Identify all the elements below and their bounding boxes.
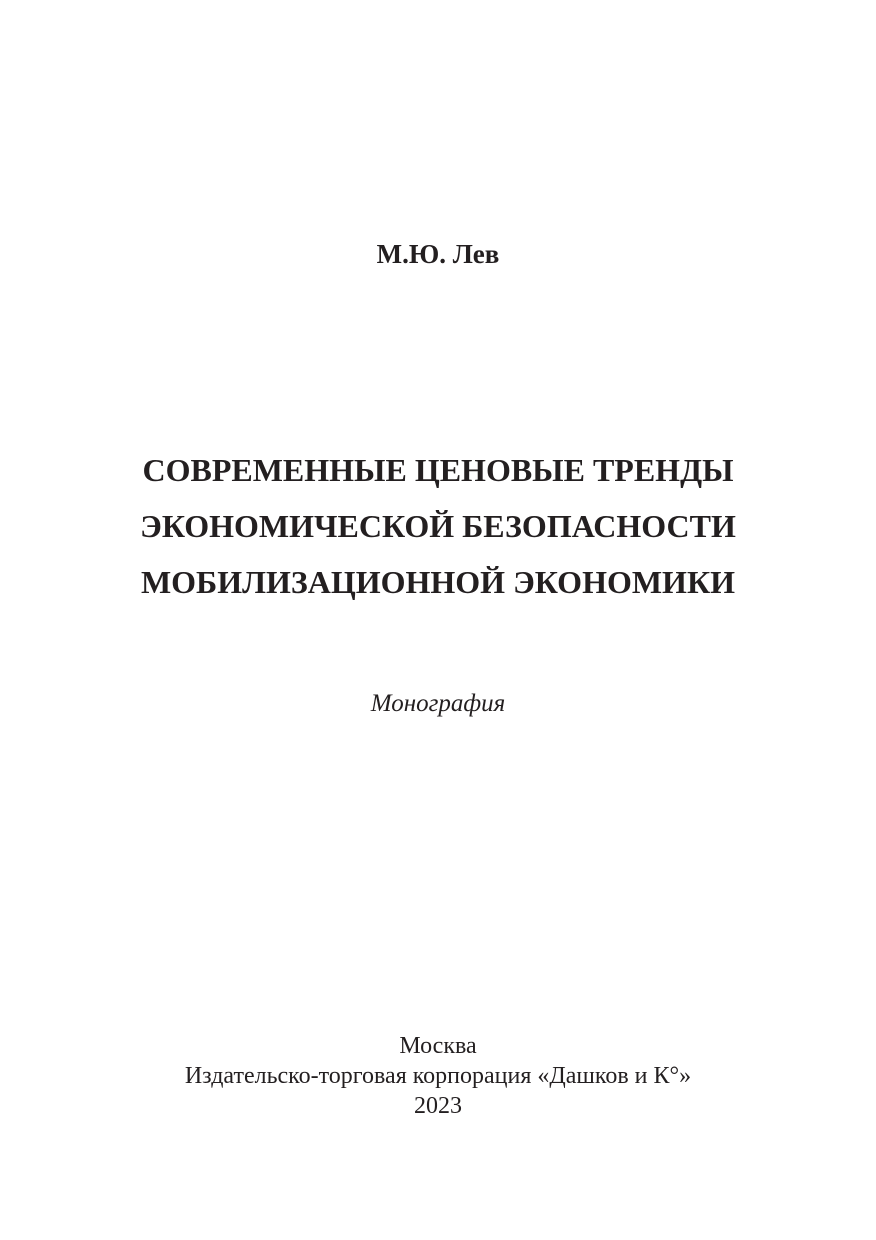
author-name: М.Ю. Лев xyxy=(376,239,500,269)
book-title-line: ЭКОНОМИЧЕСКОЙ БЕЗОПАСНОСТИ xyxy=(140,508,736,544)
book-title-line: МОБИЛИЗАЦИОННОЙ ЭКОНОМИКИ xyxy=(140,564,736,600)
imprint xyxy=(0,1031,876,1121)
imprint-year: 2023 xyxy=(414,1093,462,1119)
imprint-city: Москва xyxy=(399,1033,477,1059)
book-title xyxy=(0,448,876,616)
genre-label: Монография xyxy=(370,690,506,717)
imprint-publisher: Издательско-торговая корпорация «Дашков и К°» xyxy=(184,1063,692,1089)
book-title-line: СОВРЕМЕННЫЕ ЦЕНОВЫЕ ТРЕНДЫ xyxy=(142,452,734,488)
